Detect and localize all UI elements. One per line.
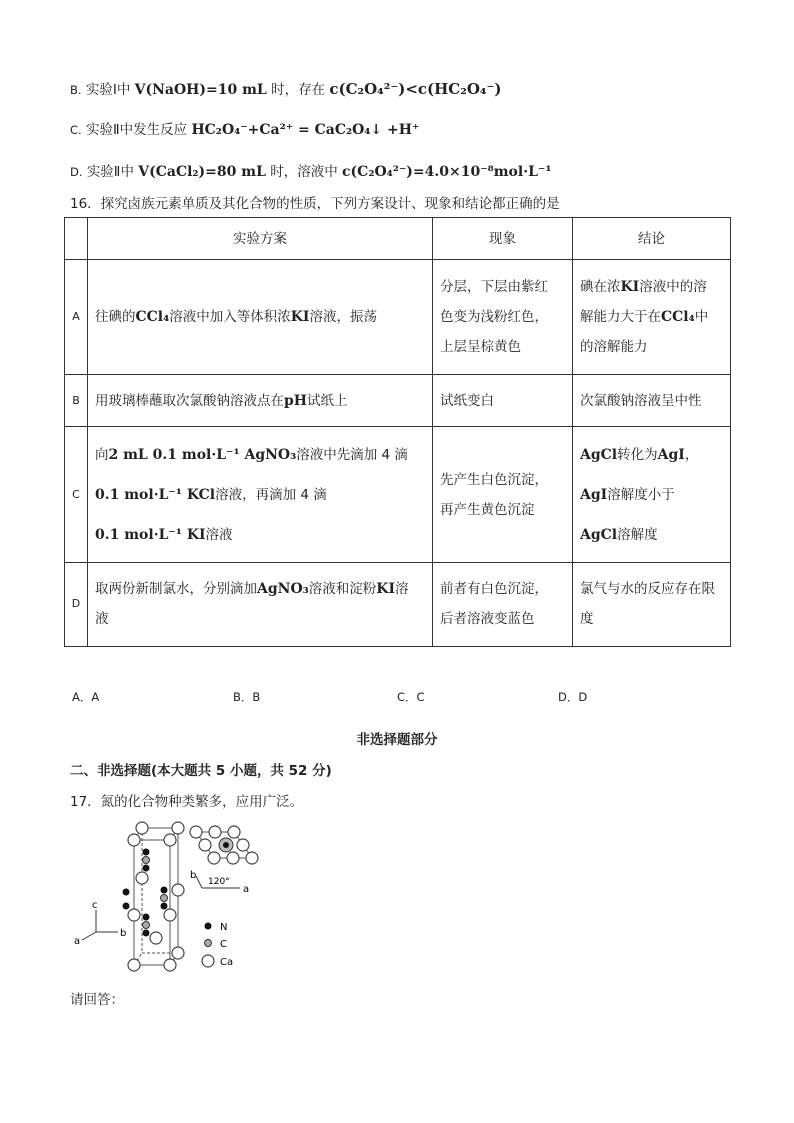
table-header-row: [65, 218, 731, 260]
cell-line: 色变为浅粉红色，: [440, 309, 548, 326]
choice-c[interactable]: C．C: [397, 690, 425, 704]
formula: HC₂O₄⁻+Ca²⁺ = CaC₂O₄↓ +H⁺: [191, 122, 420, 138]
legend-n-marker: [205, 923, 212, 930]
cell-text: 溶解度: [617, 526, 658, 543]
table-row: [65, 260, 731, 375]
cell-text: 碘在浓: [580, 279, 621, 296]
row-label: B: [65, 375, 88, 427]
formula: 0.1 mol·L⁻¹ KI: [95, 526, 206, 543]
legend-ca-marker: [202, 955, 214, 967]
plan-cell: [88, 562, 433, 646]
section-heading: 二、非选择题(本大题共 5 小题，共 52 分): [70, 763, 332, 779]
formula: AgCl: [580, 526, 618, 543]
option-letter: D.: [70, 165, 83, 179]
legend-label: Ca: [220, 957, 234, 968]
option-text: 时，溶液中: [270, 164, 338, 180]
cell-line: [580, 272, 723, 302]
formula: AgI: [580, 486, 608, 503]
angle-label: 120°: [208, 877, 230, 887]
cell-text: 用玻璃棒蘸取次氯酸钠溶液点在: [95, 392, 284, 409]
question-17-stem: 17．氮的化合物种类繁多，应用广泛。: [70, 794, 304, 810]
option-letter: B.: [70, 83, 82, 97]
formula: AgCl: [580, 446, 618, 463]
cell-line: 度: [580, 611, 594, 628]
cell-line: [580, 515, 723, 555]
axis-label: a: [243, 884, 250, 895]
cell-text: 往碘的: [95, 309, 136, 326]
cell-line: 后者溶液变蓝色: [440, 611, 535, 628]
conclusion-cell: [573, 260, 731, 375]
option-c: [70, 118, 419, 138]
part-title: 非选择题部分: [356, 732, 438, 748]
formula: KI: [290, 309, 310, 326]
formula: AgI: [657, 446, 685, 463]
cell-text: 溶液和淀粉: [308, 581, 377, 598]
row-label: C: [65, 427, 88, 562]
formula: c(C₂O₄²⁻)<c(HC₂O₄⁻): [329, 80, 502, 98]
formula: CCl₄: [661, 309, 695, 326]
cell-line: 液: [95, 611, 109, 628]
cell-text: 向: [95, 446, 109, 463]
header-phenomenon: 现象: [433, 218, 573, 260]
cell-line: 的溶解能力: [580, 339, 648, 356]
option-text: 实验Ⅰ中: [85, 82, 131, 98]
phenomenon-cell: [433, 427, 573, 562]
phenomenon-cell: [433, 562, 573, 646]
conclusion-cell: [573, 427, 731, 562]
cell-text: ，: [684, 446, 699, 463]
row-label: D: [65, 562, 88, 646]
choice-a[interactable]: A．A: [72, 690, 100, 704]
formula: pH: [284, 392, 308, 409]
conclusion-cell: [573, 562, 731, 646]
cell-line: [95, 435, 425, 475]
conclusion-cell: 次氯酸钠溶液呈中性: [573, 375, 731, 427]
table-row: [65, 562, 731, 646]
cell-text: 中: [694, 309, 709, 326]
cell-line: 分层，下层由紫红: [440, 279, 548, 296]
legend-label: C: [220, 939, 227, 950]
axis-label: b: [190, 870, 197, 881]
cell-line: 前者有白色沉淀，: [440, 581, 548, 598]
cell-text: 转化为: [617, 446, 658, 463]
table-row: [65, 375, 731, 427]
cell-line: [95, 515, 425, 555]
option-text: 实验Ⅱ中发生反应: [85, 122, 188, 138]
cell-line: 先产生白色沉淀，: [440, 471, 548, 488]
axis-label: a: [74, 936, 81, 947]
option-b: [70, 78, 501, 98]
cell-text: 解能力大于在: [580, 309, 661, 326]
cell-line: [580, 475, 723, 515]
option-d: [70, 160, 551, 180]
option-text: 实验Ⅱ中: [86, 164, 134, 180]
cell-line: [95, 574, 425, 604]
plan-cell: [88, 375, 433, 427]
cell-text: 溶液中加入等体积浓: [169, 309, 291, 326]
formula: 0.1 mol·L⁻¹ KCl: [95, 486, 216, 503]
cell-text: 取两份新制氯水，分别滴加: [95, 581, 257, 598]
experiment-table: [64, 217, 731, 647]
cell-line: [580, 435, 723, 475]
formula: V(NaOH)=10 mL: [134, 82, 267, 98]
choice-b[interactable]: B．B: [233, 690, 261, 704]
header-plan: 实验方案: [88, 218, 433, 260]
cell-line: [580, 302, 723, 332]
cell-line: 氯气与水的反应存在限: [580, 581, 715, 598]
cell-text: 溶液: [205, 526, 233, 543]
phenomenon-cell: 试纸变白: [433, 375, 573, 427]
cell-line: [95, 475, 425, 515]
row-label: A: [65, 260, 88, 375]
option-text: 时，存在: [271, 82, 326, 98]
plan-cell: [88, 427, 433, 562]
question-16-stem: 16．探究卤族元素单质及其化合物的性质，下列方案设计、现象和结论都正确的是: [70, 196, 560, 212]
header-empty: [65, 218, 88, 260]
cell-text: 溶液中的溶: [639, 279, 707, 296]
formula: V(CaCl₂)=80 mL: [138, 164, 266, 180]
plan-cell: [88, 260, 433, 375]
cell-text: 溶解度小于: [607, 486, 675, 503]
formula: KI: [620, 279, 640, 296]
formula: AgNO₃: [257, 581, 309, 598]
cell-text: 溶液，再滴加 4 滴: [215, 486, 327, 503]
option-letter: C.: [70, 123, 82, 137]
formula: KI: [376, 581, 395, 598]
phenomenon-cell: [433, 260, 573, 375]
question-17-prompt: 请回答：: [70, 992, 124, 1008]
choice-d[interactable]: D．D: [558, 690, 588, 704]
legend-label: N: [220, 922, 228, 933]
cell-line: 再产生黄色沉淀: [440, 501, 535, 518]
cell-text: 溶液中先滴加 4 滴: [296, 446, 408, 463]
formula: c(C₂O₄²⁻)=4.0×10⁻⁸mol·L⁻¹: [342, 164, 552, 180]
cell-text: 溶液，振荡: [309, 309, 377, 326]
cell-text: 试纸上: [307, 392, 348, 409]
legend-c-marker: [205, 940, 212, 947]
header-conclusion: 结论: [573, 218, 731, 260]
axis-label: b: [120, 928, 127, 939]
crystal-structure-figure: [66, 820, 266, 980]
axis-label: c: [92, 900, 98, 911]
table-row: [65, 427, 731, 562]
formula: CCl₄: [135, 309, 170, 326]
cell-text: 溶: [395, 581, 409, 598]
formula: 2 mL 0.1 mol·L⁻¹ AgNO₃: [108, 446, 297, 463]
cell-line: 上层呈棕黄色: [440, 339, 521, 356]
